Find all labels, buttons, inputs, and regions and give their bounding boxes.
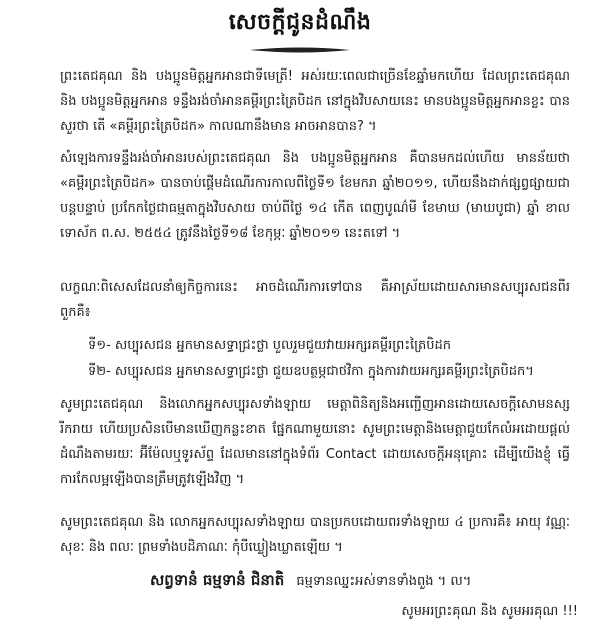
- thanks-line: សូមអរព្រះគុណ និង សូមអរគុណ !!!: [401, 604, 578, 619]
- closing-motto: [150, 568, 580, 594]
- contributors-intro-paragraph: លក្ខណៈពិសេសដែលនាំឲ្យកិច្ចការនេះ អាចដំណើរការទៅបាន គឺអាស្រ័យដោយសារមានសប្បុរសជនពីរពួកគឺ៖: [60, 280, 570, 320]
- document-title: សេចក្ដីជូនដំណឹង: [228, 9, 372, 35]
- title-divider-ornament: [248, 46, 352, 54]
- announcement-paragraph: សំឡេងការទន្ទឹងរង់ចាំអានរបស់ព្រះតេជគុណ និង បងប្អូនមិត្តអ្នកអាន គឺបានមកដល់ហើយ មានន័យថា «គម្ពីរព្រះត្រៃបិដក» បានចាប់ផ្ដើមដំណើរការកាលពីថ្ងៃទី១ ខែមករា ឆ្នាំ២០១១, ហើយនឹងដាក់ផ្សព្វផ្សាយជាបន្តបន្ទាប់ ប្រកែកថ្ងៃជាធម្មតាក្នុងវិបសាយ ចាប់ពីថ្ងៃ ១៤ កើត ពេញបូណ៌មី ខែមាឃ (មាឃបូជា) ឆ្នាំ ខាល ទោស័ក ព.ស. ២៥៥៤ ត្រូវនឹងថ្ងៃទី១៨ ខែកុម្ភៈ ឆ្នាំ២០១១ នេះតទៅ ។: [60, 151, 570, 241]
- motto-pali: សព្វទានំ ធម្មទានំ ជិនាតិ: [150, 571, 285, 589]
- motto-translation: ធម្មទានឈ្នះអស់ទានទាំងពួង ។ ល។: [296, 574, 472, 589]
- list-item: ទី១- សប្បុរសជន អ្នកមានសទ្ធាជ្រះថ្លា បួលរួមជួយវាយអក្សរគម្ពីរព្រះត្រៃបិដក: [88, 338, 452, 353]
- request-paragraph: សូមព្រះតេជគុណ និងលោកអ្នកសប្បុរសទាំងឡាយ មេត្តាពិនិត្យនិងអញ្ជើញអានដោយសេចក្ដីសោមនស្សរីករាយ ហើយប្រសិនបើមានឃើញកន្លះខាត ផ្នែកណាមួយនោះ សូមព្រះមេត្តានិងមេត្តាជួយកែលំអដោយផ្ដល់ដំណឹងតាមរយៈ អ៊ីម៉ែលឬទូរស័ព្ទ ដែលមាននៅក្នុងទំព័រ Contact ដោយសេចក្ដីអនុគ្រោះ ដើម្បីយើងខ្ញុំ ធ្វើការកែលម្អឡើងបានត្រឹមត្រូវឡើងវិញ ។: [60, 397, 570, 487]
- blessing-paragraph: សូមព្រះតេជគុណ និង លោកអ្នកសប្បុរសទាំងឡាយ បានប្រកបដោយពរទាំងឡាយ ៤ ប្រការគឺ៖ អាយុ វណ្ណៈ សុខៈ និង ពលៈ ព្រមទាំងបដិភាណៈ កុំបីឃ្លៀងឃ្លាតឡើយ ។: [60, 515, 570, 555]
- intro-paragraph: ព្រះតេជគុណ និង បងប្អូនមិត្តអ្នកអានជាទីមេត្រី! អស់រយៈពេលជាច្រើនខែឆ្នាំមកហើយ ដែលព្រះតេជគុណ និង បងប្អូនមិត្តអ្នកអាន ទន្ទឹងរង់ចាំអានគម្ពីរព្រះត្រៃបិដក នៅក្នុងវិបសាយនេះ មានបងប្អូនមិត្តអ្នកអានខ្លះ បានសួរថា តើ «គម្ពីរព្រះត្រៃបិដក» កាលណានឹងមាន អាចអានបាន? ។: [60, 69, 570, 134]
- list-item: ទី២- សប្បុរសជន អ្នកមានសទ្ធាជ្រះថ្លា ជួយឧបត្ថម្ភជាថវិកា ក្នុងការវាយអក្សរគម្ពីរព្រះត្រៃបិដក។: [88, 364, 534, 379]
